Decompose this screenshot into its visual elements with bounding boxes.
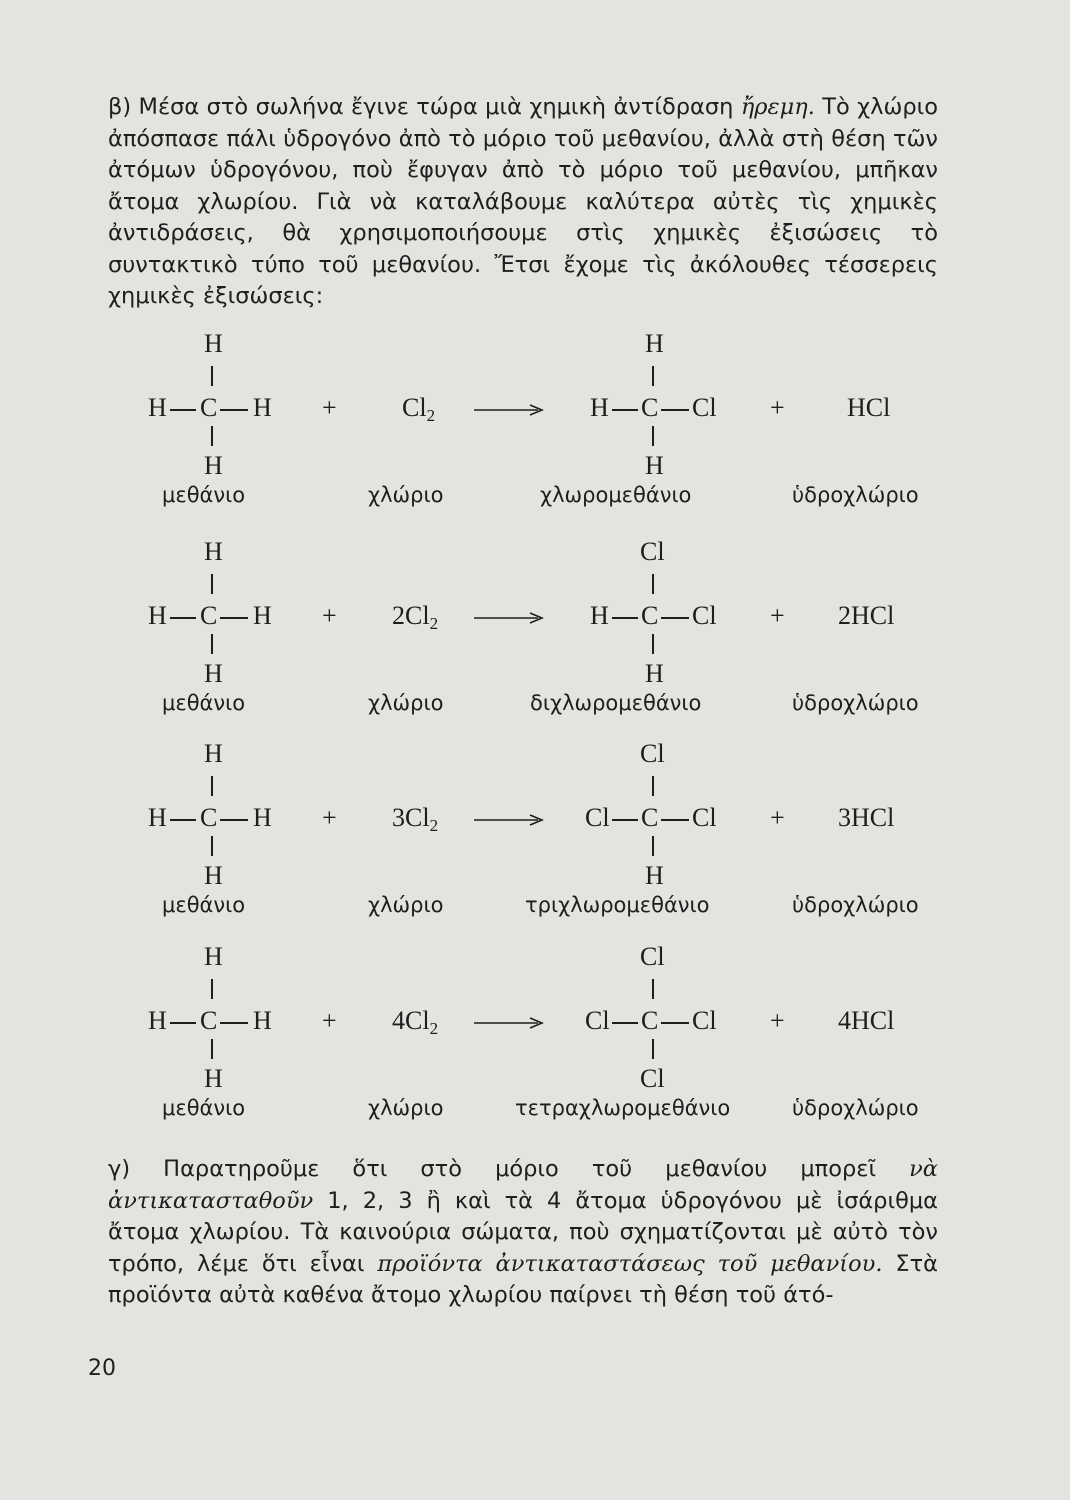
- plus-sign-1: +: [322, 803, 337, 832]
- paragraph-c: [108, 1154, 938, 1312]
- reactant-bottom-bond: [211, 634, 213, 654]
- paragraph-c-italic-1: νὰ ἀντικατασταθοῦν: [108, 1156, 938, 1214]
- reactant-left-bond: [170, 819, 196, 821]
- product-bottom-bond: [652, 634, 654, 654]
- reaction-1: [0, 330, 1070, 530]
- reactant-bottom-atom: H: [204, 451, 223, 480]
- plus-sign-1: +: [322, 1006, 337, 1035]
- hcl-symbol: HCl: [851, 803, 895, 832]
- reaction-arrow: [474, 1015, 544, 1031]
- label-product: τετραχλωρομεθάνιο: [515, 1096, 731, 1120]
- reactant-top-bond: [211, 366, 213, 386]
- reactant-right-bond: [220, 409, 248, 411]
- chlorine-coefficient: 3: [392, 803, 405, 832]
- product-left-bond: [612, 409, 638, 411]
- hcl-coefficient: 3: [838, 803, 851, 832]
- label-product: τριχλωρομεθάνιο: [525, 893, 710, 917]
- label-product: διχλωρομεθάνιο: [530, 691, 702, 715]
- reactant-left-atom: H: [148, 601, 167, 630]
- paragraph-c-lead: γ) Παρατηροῦμε ὅτι στὸ μόριο τοῦ μεθανίου μπορεῖ: [108, 1156, 910, 1182]
- product-top-bond: [652, 574, 654, 594]
- product-center-atom: C: [641, 601, 659, 630]
- hcl-coefficient: 4: [838, 1006, 851, 1035]
- product-bottom-atom: H: [645, 451, 664, 480]
- product-bottom-atom: H: [645, 861, 664, 890]
- reactant-bottom-atom: H: [204, 659, 223, 688]
- reactant-bottom-bond: [211, 836, 213, 856]
- product-left-bond: [612, 819, 638, 821]
- hcl-symbol: HCl: [851, 601, 895, 630]
- product-top-atom: H: [645, 329, 664, 358]
- hydrogen-chloride-formula: [838, 1007, 894, 1035]
- reactant-top-atom: H: [204, 739, 223, 768]
- reactant-top-bond: [211, 776, 213, 796]
- product-right-atom: Cl: [692, 601, 717, 630]
- label-byproduct: ὑδροχλώριο: [792, 893, 919, 917]
- reactant-bottom-bond: [211, 426, 213, 446]
- reactant-left-bond: [170, 409, 196, 411]
- reactant-bottom-atom: H: [204, 1064, 223, 1093]
- product-right-atom: Cl: [692, 803, 717, 832]
- paragraph-c-middle: 1, 2, 3 ἢ καὶ τὰ 4 ἄτομα ὑδρογόνου μὲ ἰσάριθμα ἄτομα χλωρίου. Τὰ καινούρια σώματα, ποὺ σχηματίζονται μὲ αὐτὸ τὸν τρόπο, λέμε ὅτι εἶναι: [108, 1187, 938, 1277]
- product-right-bond: [661, 409, 689, 411]
- reaction-arrow: [474, 812, 544, 828]
- reactant-top-bond: [211, 574, 213, 594]
- product-center-atom: C: [641, 393, 659, 422]
- reactant-bottom-atom: H: [204, 861, 223, 890]
- product-bottom-atom: Cl: [640, 1064, 665, 1093]
- product-right-atom: Cl: [692, 1006, 717, 1035]
- reaction-4: [0, 943, 1070, 1143]
- reactant-right-bond: [220, 617, 248, 619]
- reactant-bottom-bond: [211, 1039, 213, 1059]
- chlorine-subscript: 2: [429, 614, 439, 633]
- reactant-top-atom: H: [204, 537, 223, 566]
- reactant-top-bond: [211, 979, 213, 999]
- product-right-bond: [661, 1022, 689, 1024]
- label-reactant: μεθάνιο: [162, 483, 246, 507]
- product-center-atom: C: [641, 803, 659, 832]
- product-top-atom: Cl: [640, 537, 665, 566]
- product-top-atom: Cl: [640, 739, 665, 768]
- product-center-atom: C: [641, 1006, 659, 1035]
- reactant-right-bond: [220, 819, 248, 821]
- chlorine-subscript: 2: [429, 816, 439, 835]
- plus-sign-2: +: [770, 1006, 785, 1035]
- label-chlorine: χλώριο: [368, 691, 444, 715]
- plus-sign-2: +: [770, 601, 785, 630]
- reaction-arrow: [474, 610, 544, 626]
- product-top-atom: Cl: [640, 942, 665, 971]
- chlorine-formula: [402, 394, 435, 425]
- product-bottom-bond: [652, 426, 654, 446]
- product-left-atom: Cl: [585, 1006, 610, 1035]
- reactant-top-atom: H: [204, 329, 223, 358]
- label-reactant: μεθάνιο: [162, 691, 246, 715]
- chlorine-coefficient: 2: [392, 601, 405, 630]
- reactant-left-bond: [170, 1022, 196, 1024]
- plus-sign-1: +: [322, 601, 337, 630]
- plus-sign-2: +: [770, 393, 785, 422]
- product-bottom-atom: H: [645, 659, 664, 688]
- reaction-2: [0, 538, 1070, 738]
- reactant-left-atom: H: [148, 393, 167, 422]
- label-chlorine: χλώριο: [368, 1096, 444, 1120]
- product-bottom-bond: [652, 1039, 654, 1059]
- hydrogen-chloride-formula: [838, 804, 894, 832]
- chlorine-coefficient: 4: [392, 1006, 405, 1035]
- hydrogen-chloride-formula: [838, 602, 894, 630]
- paragraph-c-rest: Στὰ προϊόντα αὐτὰ καθένα ἄτομο χλωρίου παίρνει τὴ θέση τοῦ άτό-: [108, 1250, 938, 1308]
- product-left-atom: H: [590, 393, 609, 422]
- product-left-atom: H: [590, 601, 609, 630]
- chlorine-formula: [392, 1007, 438, 1038]
- product-right-bond: [661, 617, 689, 619]
- chlorine-formula: [392, 804, 438, 835]
- label-byproduct: ὑδροχλώριο: [792, 1096, 919, 1120]
- chlorine-symbol: Cl: [402, 393, 427, 422]
- reactant-center-atom: C: [200, 803, 218, 832]
- label-product: χλωρομεθάνιο: [540, 483, 692, 507]
- reactant-center-atom: C: [200, 1006, 218, 1035]
- product-bottom-bond: [652, 836, 654, 856]
- product-left-atom: Cl: [585, 803, 610, 832]
- chlorine-subscript: 2: [429, 1019, 439, 1038]
- product-left-bond: [612, 617, 638, 619]
- chlorine-symbol: Cl: [405, 1006, 430, 1035]
- plus-sign-1: +: [322, 393, 337, 422]
- reactant-right-bond: [220, 1022, 248, 1024]
- paragraph-b-rest: Τὸ χλώριο ἀπόσπασε πάλι ὑδρογόνο ἀπὸ τὸ μόριο τοῦ μεθανίου, ἀλλὰ στὴ θέση τῶν ἀτόμων ὑδρογόνου, ποὺ ἔφυγαν ἀπὸ τὸ μόριο τοῦ μεθανίου, μπῆκαν ἄτομα χλωρίου. Γιὰ νὰ καταλάβουμε καλύτερα αὐτὲς τὶς χημικὲς ἀντιδράσεις, θὰ χρησιμοποιήσουμε στὶς χημικὲς ἐξισώσεις τὸ συντακτικὸ τύπο τοῦ μεθανίου. Ἔτσι ἔχομε τὶς ἀκόλουθες τέσσερεις χημικὲς ἐξισώσεις:: [108, 94, 938, 309]
- page-number: 20: [88, 1356, 116, 1381]
- reactant-right-atom: H: [253, 601, 272, 630]
- product-top-bond: [652, 366, 654, 386]
- label-reactant: μεθάνιο: [162, 893, 246, 917]
- paragraph-b-lead: β) Μέσα στὸ σωλήνα ἔγινε τώρα μιὰ χημικὴ ἀντίδραση: [108, 94, 741, 120]
- hcl-symbol: HCl: [847, 393, 891, 422]
- chlorine-symbol: Cl: [405, 601, 430, 630]
- reactant-left-bond: [170, 617, 196, 619]
- reaction-3: [0, 740, 1070, 940]
- hcl-coefficient: 2: [838, 601, 851, 630]
- paragraph-b-italic: ἤρεμη.: [740, 94, 815, 120]
- product-right-bond: [661, 819, 689, 821]
- reactant-left-atom: H: [148, 1006, 167, 1035]
- product-top-bond: [652, 979, 654, 999]
- paragraph-c-italic-2: προϊόντα ἀντικαταστάσεως τοῦ μεθανίου.: [377, 1250, 883, 1277]
- reactant-top-atom: H: [204, 942, 223, 971]
- reactant-left-atom: H: [148, 803, 167, 832]
- product-left-bond: [612, 1022, 638, 1024]
- reactant-center-atom: C: [200, 601, 218, 630]
- chlorine-formula: [392, 602, 438, 633]
- plus-sign-2: +: [770, 803, 785, 832]
- reaction-arrow: [474, 402, 544, 418]
- label-byproduct: ὑδροχλώριο: [792, 691, 919, 715]
- product-top-bond: [652, 776, 654, 796]
- chlorine-subscript: 2: [426, 406, 436, 425]
- paragraph-b: [108, 92, 938, 313]
- chlorine-symbol: Cl: [405, 803, 430, 832]
- hydrogen-chloride-formula: [847, 394, 890, 422]
- hcl-symbol: HCl: [851, 1006, 895, 1035]
- label-chlorine: χλώριο: [368, 483, 444, 507]
- reactant-right-atom: H: [253, 393, 272, 422]
- reactant-right-atom: H: [253, 1006, 272, 1035]
- label-chlorine: χλώριο: [368, 893, 444, 917]
- label-byproduct: ὑδροχλώριο: [792, 483, 919, 507]
- label-reactant: μεθάνιο: [162, 1096, 246, 1120]
- reactant-right-atom: H: [253, 803, 272, 832]
- product-right-atom: Cl: [692, 393, 717, 422]
- reactant-center-atom: C: [200, 393, 218, 422]
